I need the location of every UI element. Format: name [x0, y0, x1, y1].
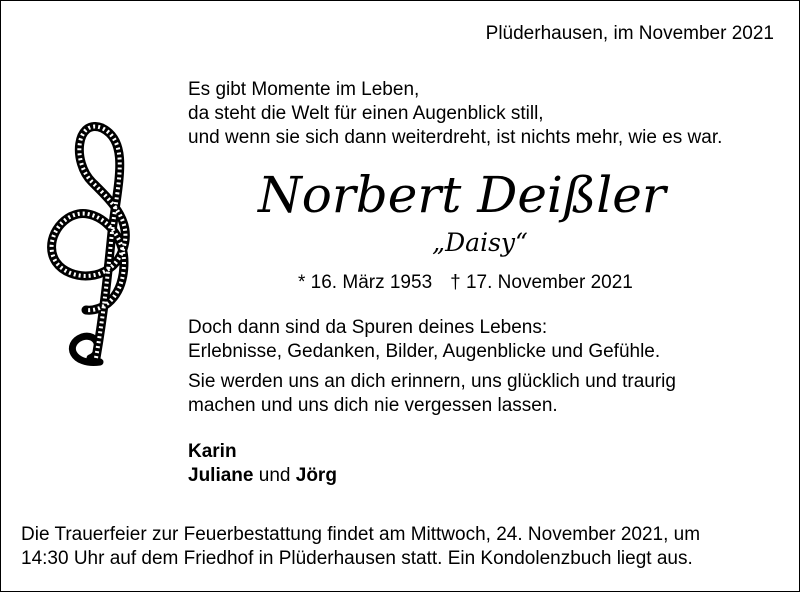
- death-date: † 17. November 2021: [450, 272, 633, 293]
- body-line: Erlebnisse, Gedanken, Bilder, Augenblicke und Gefühle.: [188, 341, 661, 362]
- body-line: Sie werden uns an dich erinnern, uns glücklich und traurig: [188, 371, 676, 392]
- deceased-nickname: „Daisy“: [432, 228, 528, 257]
- body-line: machen und uns dich nie vergessen lassen.: [188, 395, 558, 416]
- place-date: Plüderhausen, im November 2021: [485, 23, 774, 44]
- life-dates: [298, 272, 633, 294]
- funeral-notice: [21, 523, 700, 571]
- verse-line: und wenn sie sich dann weiterdreht, ist nichts mehr, wie es war.: [188, 127, 723, 148]
- body-paragraph: [188, 316, 660, 364]
- footer-line: Die Trauerfeier zur Feuerbestattung findet am Mittwoch, 24. November 2021, um: [21, 524, 701, 545]
- mourner-conjunction: und: [253, 465, 296, 486]
- mourner-name: Karin: [188, 441, 237, 462]
- mourners: [188, 440, 337, 488]
- treble-clef-icon: [42, 122, 142, 370]
- deceased-name: Norbert Deißler: [258, 166, 666, 224]
- mourner-name: Juliane: [188, 465, 254, 486]
- birth-date: * 16. März 1953: [298, 272, 433, 293]
- body-paragraph: [188, 370, 676, 418]
- body-line: Doch dann sind da Spuren deines Lebens:: [188, 317, 548, 338]
- mourner-name: Jörg: [295, 465, 337, 486]
- footer-line: 14:30 Uhr auf dem Friedhof in Plüderhausen statt. Ein Kondolenzbuch liegt aus.: [21, 548, 693, 569]
- mourner-line: [188, 464, 337, 488]
- verse-line: da steht die Welt für einen Augenblick still,: [188, 103, 544, 124]
- verse: [188, 78, 722, 150]
- verse-line: Es gibt Momente im Leben,: [188, 79, 420, 100]
